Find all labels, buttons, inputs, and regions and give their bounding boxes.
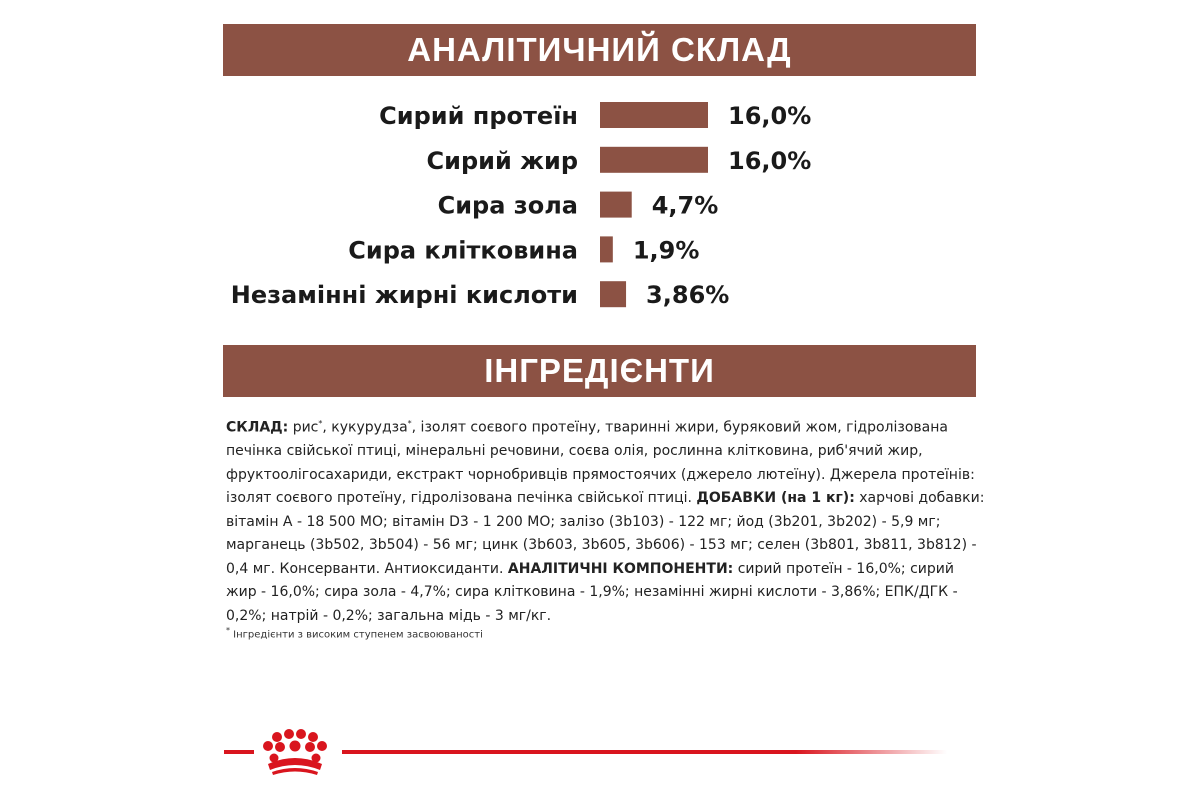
footnote-mark: * bbox=[226, 626, 230, 635]
composition-text-1b: , кукурудза bbox=[322, 419, 408, 436]
value-label: 1,9% bbox=[632, 236, 700, 265]
composition-text bbox=[226, 412, 986, 628]
brand-line-left bbox=[224, 750, 254, 754]
category-label: Сира зола bbox=[437, 191, 578, 220]
composition-text-1a: рис bbox=[288, 419, 319, 436]
value-bar bbox=[600, 192, 632, 218]
composition-text-1c: , ізолят соєвого протеїну, тваринні жири, буряковий жом, гідролізована печінка свійської птиці, мінеральні речовини, соєва олія, рослинна клітковина, риб'ячий жир, фруктоолігосахариди, екстракт чорнобривців прямостоячих (джерело лютеїну). Джерела протеїнів: ізолят соєвого протеїну, гідролізована печінка свійської птиці. bbox=[226, 419, 975, 507]
value-bar bbox=[600, 281, 626, 307]
analytical-components-text: сирий протеїн - 16,0%; сирий жир - 16,0%; сира зола - 4,7%; сира клітковина - 1,9%; незамінні жирні кислоти - 3,86%; ЕПК/ДГК - 0,2%; натрій - 0,2%; загальна мідь - 3 мг/кг. bbox=[226, 560, 958, 624]
value-label: 16,0% bbox=[728, 102, 812, 130]
footnote-text: Інгредієнти з високим ступенем засвоюваності bbox=[230, 629, 483, 641]
brand-line-right bbox=[342, 750, 947, 754]
category-label: Сира клітковина bbox=[348, 236, 578, 265]
additives-text: харчові добавки: вітамін А - 18 500 МО; вітамін D3 - 1 200 МО; залізо (3b103) - 122 мг; йод (3b201, 3b202) - 5,9 мг; марганець (3b502, 3b504) - 56 мг; цинк (3b603, 3b605, 3b606) - 153 мг; селен (3b801, 3b811, 3b812) - 0,4 мг. Консерванти. Антиоксиданти. bbox=[226, 490, 985, 577]
value-bar bbox=[600, 236, 613, 262]
value-bar bbox=[600, 147, 708, 173]
additives-label: ДОБАВКИ (на 1 кг): bbox=[696, 490, 855, 507]
footnote bbox=[226, 626, 483, 640]
value-label: 4,7% bbox=[651, 191, 719, 220]
ingredients-section-title: ІНГРЕДІЄНТИ bbox=[223, 345, 976, 397]
analysis-bar-chart bbox=[0, 90, 1200, 330]
value-bar bbox=[600, 102, 708, 128]
category-label: Сирий жир bbox=[426, 146, 578, 175]
asterisk-mark-2: * bbox=[407, 419, 412, 428]
category-label: Сирий протеїн bbox=[379, 102, 578, 130]
crown-icon bbox=[254, 728, 340, 778]
analytical-components-label: АНАЛІТИЧНІ КОМПОНЕНТИ: bbox=[507, 560, 734, 577]
analysis-section-title: АНАЛІТИЧНИЙ СКЛАД bbox=[223, 24, 976, 76]
composition-label: СКЛАД: bbox=[226, 419, 289, 436]
value-label: 16,0% bbox=[728, 146, 812, 175]
value-label: 3,86% bbox=[646, 281, 730, 310]
asterisk-mark-1: * bbox=[318, 419, 323, 428]
category-label: Незамінні жирні кислоти bbox=[230, 281, 578, 310]
